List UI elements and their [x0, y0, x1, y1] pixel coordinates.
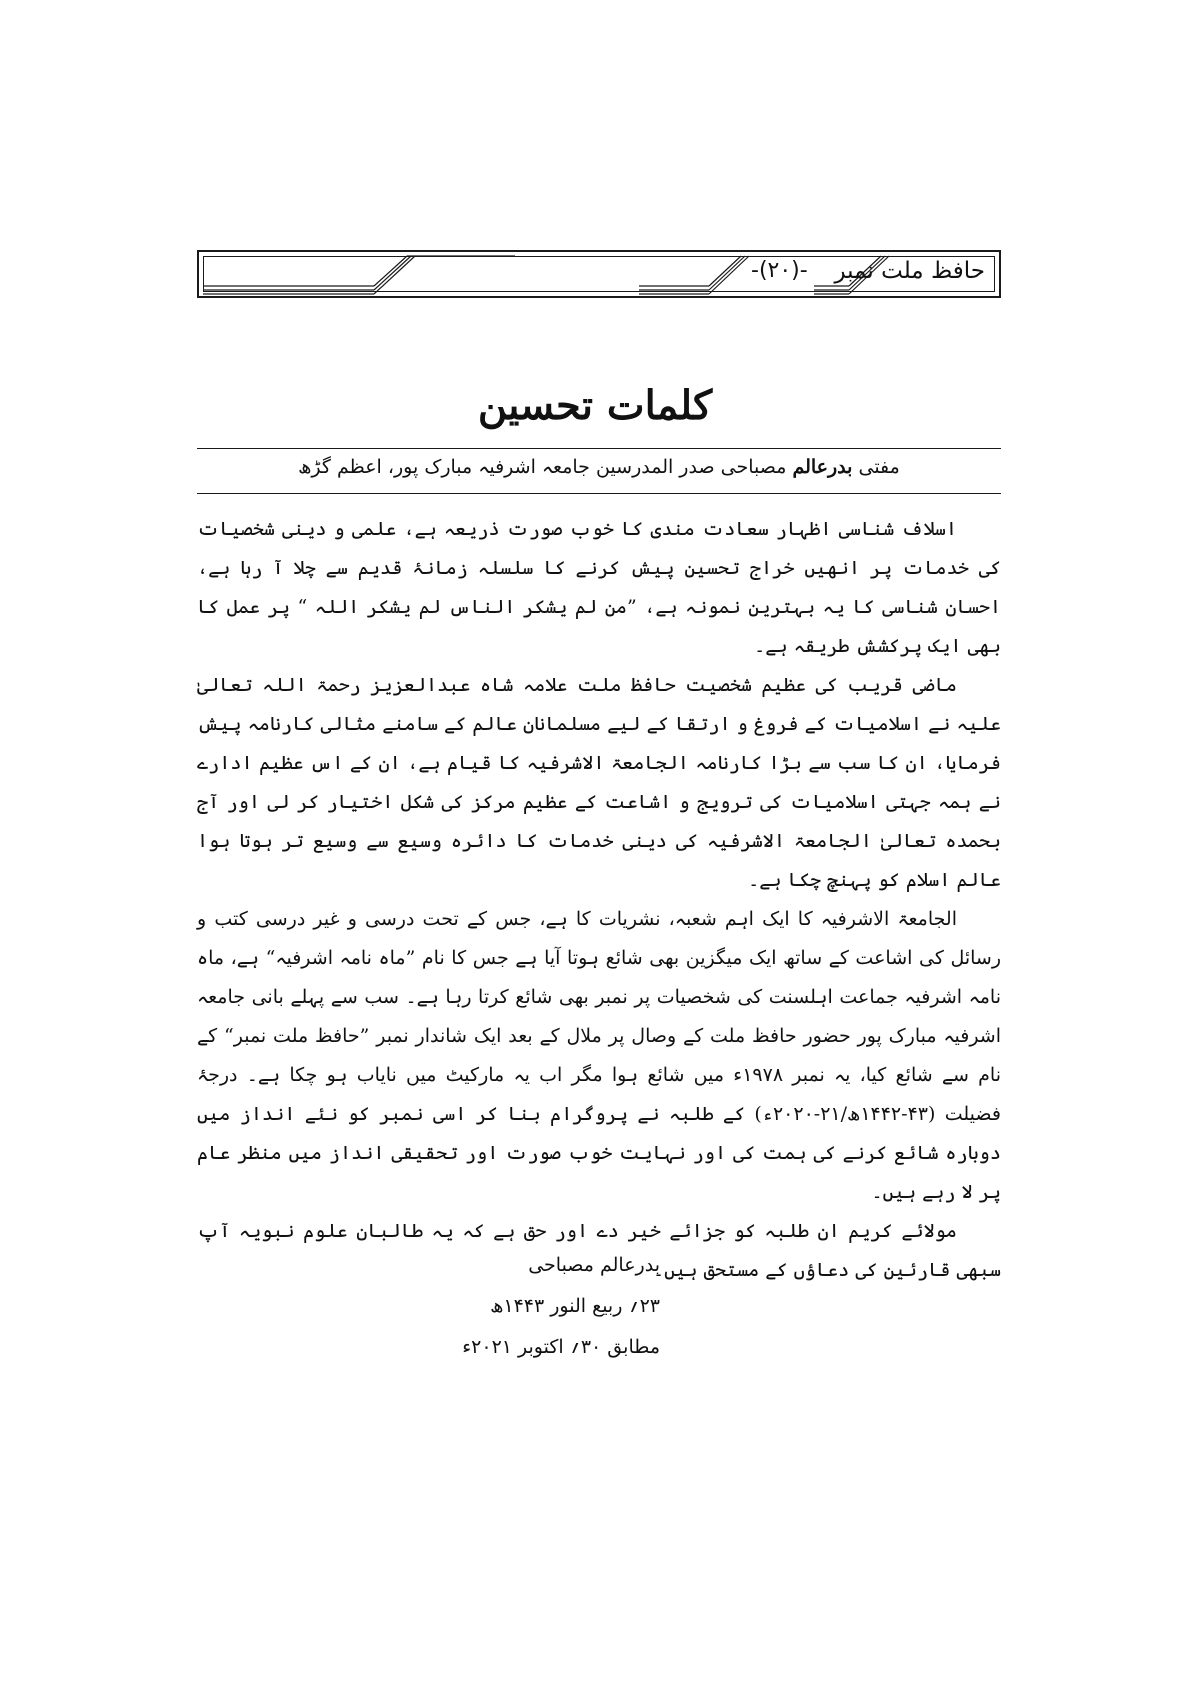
- page-number: -(۲۰)-: [751, 258, 808, 283]
- paragraph: الجامعۃ الاشرفیہ کا ایک اہم شعبہ، نشریات کا ہے، جس کے تحت درسی و غیر درسی کتب و رسائل کی اشاعت کے ساتھ ایک میگزین بھی شائع ہوتا آیا ہے جس کا نام ”ماہ نامہ اشرفیہ“ ہے، ماہ نامہ اشرفیہ جماعت اہلسنت کی شخصیات پر نمبر بھی شائع کرتا رہا ہے۔ سب سے پہلے بانی جامعہ اشرفیہ مبارک پور حضور حافظ ملت کے وصال پر ملال کے بعد ایک شاندار نمبر ”حافظ ملت نمبر“ کے نام سے شائع کیا، یہ نمبر ۱۹۷۸ء میں شائع ہوا مگر اب یہ مارکیٹ میں نایاب ہو چکا ہے۔ درجۂ فضیلت (۴۳-۱۴۴۲ھ/۲۱-۲۰۲۰ء) کے طلبہ نے پروگرام بنا کر اسی نمبر کو نئے انداز میں دوبارہ شائع کرنے کی ہمت کی اور نہایت خوب صورت اور تحقیقی انداز میں منظر عام پر لا رہے ہیں۔: [197, 908, 1001, 1203]
- running-header: [197, 250, 1001, 298]
- signature-name: بدرعالم مصباحی: [528, 1254, 660, 1276]
- signature-hijri-date: ۲۳؍ ربیع النور ۱۴۴۳ھ: [490, 1295, 660, 1317]
- byline-divider: [197, 493, 1001, 494]
- signature-block: [420, 1245, 660, 1368]
- byline-prefix: مفتی: [858, 456, 900, 478]
- paragraph: ماضی قریب کی عظیم شخصیت حافظ ملت علامہ شاہ عبدالعزیز رحمۃ اللہ تعالیٰ علیہ نے اسلامیات کے فروغ و ارتقا کے لیے مسلمانان عالم کے سامنے مثالی کارنامہ پیش فرمایا، ان کا سب سے بڑا کارنامہ الجامعۃ الاشرفیہ کا قیام ہے، ان کے اس عظیم ادارے نے ہمہ جہتی اسلامیات کی ترویج و اشاعت کے عظیم مرکز کی شکل اختیار کر لی اور آج بحمدہ تعالیٰ الجامعۃ الاشرفیہ کی دینی خدمات کا دائرہ وسیع سے وسیع تر ہوتا ہوا عالم اسلام کو پہنچ چکا ہے۔: [197, 674, 1001, 891]
- byline-rest: مصباحی صدر المدرسین جامعہ اشرفیہ مبارک پور، اعظم گڑھ: [298, 456, 787, 478]
- heading-divider: [197, 448, 1001, 449]
- article-body: [197, 510, 1001, 1290]
- byline-name: بدرعالم: [792, 456, 853, 478]
- author-byline: [197, 456, 1001, 478]
- paragraph: اسلاف شناسی اظہار سعادت مندی کا خوب صورت ذریعہ ہے، علمی و دینی شخصیات کی خدمات پر انھیں خراج تحسین پیش کرنے کا سلسلہ زمانۂ قدیم سے چلا آ رہا ہے، احسان شناسی کا یہ بہترین نمونہ ہے، ”من لم یشکر الناس لم یشکر اللہ “ پر عمل کا بھی ایک پرکشش طریقہ ہے۔: [197, 518, 1001, 657]
- page-title: کلمات تحسین: [477, 382, 713, 429]
- signature-gregorian-date: مطابق ۳۰؍ اکتوبر ۲۰۲۱ء: [462, 1336, 660, 1358]
- paragraph: مولائے کریم ان طلبہ کو جزائے خیر دے اور حق ہے کہ یہ طالبان علوم نبویہ آپ سبھی قارئین کی دعاؤں کے مستحق ہیں۔: [197, 1220, 1001, 1281]
- running-title: حافظ ملت نمبر: [834, 258, 985, 284]
